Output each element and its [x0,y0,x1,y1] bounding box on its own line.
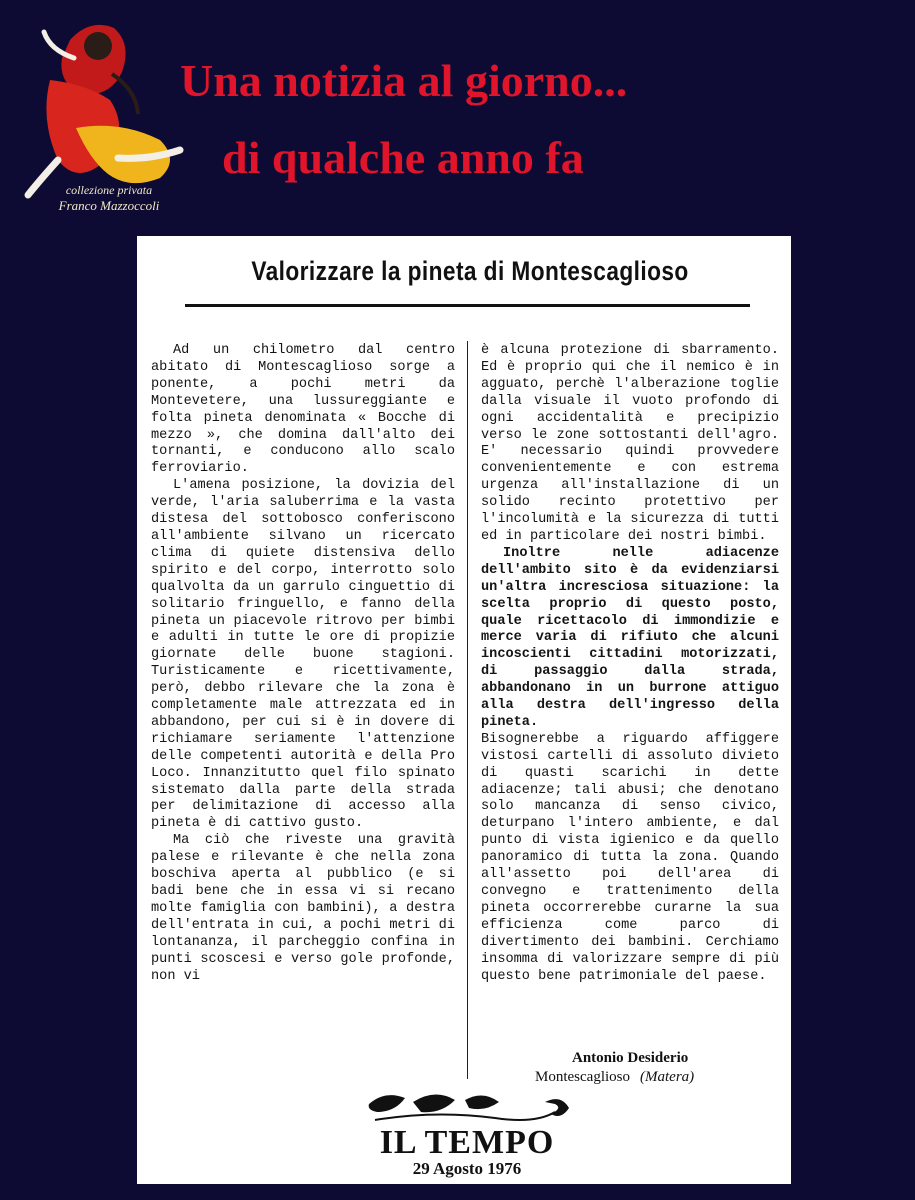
headline-line-2: di qualche anno fa [222,132,584,183]
collector-signature: Franco Mazzoccoli [58,198,160,213]
title-divider [185,304,750,307]
article-paragraph: Ad un chilometro dal centro abitato di Montescaglioso sorge a ponente, a pochi metri da Montevetere, una lussureggiante e folta pineta denominata « Bocche di mezzo », che domina dall'alto dei tornanti, e conducono allo scalo ferroviario. [151,343,455,477]
collection-label: collezione privata [65,183,153,197]
headline-line-1: Una notizia al giorno... [180,55,628,106]
publication-date: 29 Agosto 1976 [412,1159,522,1178]
article-column-left [151,343,455,985]
newspaper-name: IL TEMPO [379,1124,555,1161]
article-province: (Matera) [640,1069,695,1085]
article-paragraph: Bisognerebbe a riguardo affiggere vistosi cartelli di assoluto divieto di quasti scarichi in dette adiacenze; tali abusi; che denotano solo mancanza di senso civico, deturpano l'intero ambiente, e dal punto di vista igienico e da quello panoramico di tutta la zona. Quando all'assetto poi dell'area di convegno e trattenimento della pineta occorrerebbe curarne la sua efficienza come parco di divertimento dei bambini. Cerchiamo insomma di valorizzare sempre di più questo bene patrimoniale del paese. [481,731,779,984]
article-paragraph: è alcuna protezione di sbarramento. Ed è proprio qui che il nemico è in agguato, perchè l'alberazione toglie dalla visuale il vuoto profondo di ogni accidentalità e precipizio verso le zone sottostanti dell'agro. E' necessario quindi provvedere convenientemente e con estrema urgenza all'installazione di un solido recinto protettivo per l'incolumità e la sicurezza di tutti ed in particolare dei nostri bimbi. [481,343,779,544]
article-column-right [481,343,779,985]
newspaper-clipping [137,236,791,1184]
column-divider [467,341,468,1079]
article-paragraph: L'amena posizione, la dovizia del verde, l'aria saluberrima e la vasta distesa del sottobosco conferiscono all'ambiente silvano un ricercato clima di quiete distensiva dello spirito e del corpo, interrotto solo qualvolta da un garrulo cinguettio di solitario fringuello, e fanno della pineta un piacevole ritrovo per bimbi e adulti in tutte le ore di propizie giornate delle buone stagioni. Turisticamente e ricettivamente, però, debbo rilevare che la zona è completamente male attrezzata ed in abbandono, per cui si è in dovere di richiamare seriamente l'attenzione delle competenti autorità e della Pro Loco. Innanzitutto quel filo spinato sistemato dalla parte della strada per delimitazione di accesso alla pineta è di cattivo gusto. [151,478,455,832]
article-paragraph: Inoltre nelle adiacenze dell'ambito sito è da evidenziarsi un'altra incresciosa situazione: la scelta proprio di questo posto, quale ricettacolo di immondizie e merce varia di rifiuto che alcuni incoscienti cittadini motorizzati, di passaggio dalla strada, abbandonano in un burrone attiguo alla destra dell'ingresso della pineta. [481,545,779,730]
article-author: Antonio Desiderio [572,1050,689,1066]
article-place: Montescaglioso [535,1069,630,1085]
article-title: Valorizzare la pineta di Montescaglioso [251,256,689,286]
article-paragraph: Ma ciò che riveste una gravità palese e rilevante è che nella zona boschiva aperta al pubblico (e si badi bene che in essa vi si recano molte famiglia con bambini), a destra dell'entrata in cui, a pochi metri di lontananza, il parcheggio confina in punti scoscesi e verso gole profonde, non vi [151,833,455,984]
collection-caption [24,183,194,213]
